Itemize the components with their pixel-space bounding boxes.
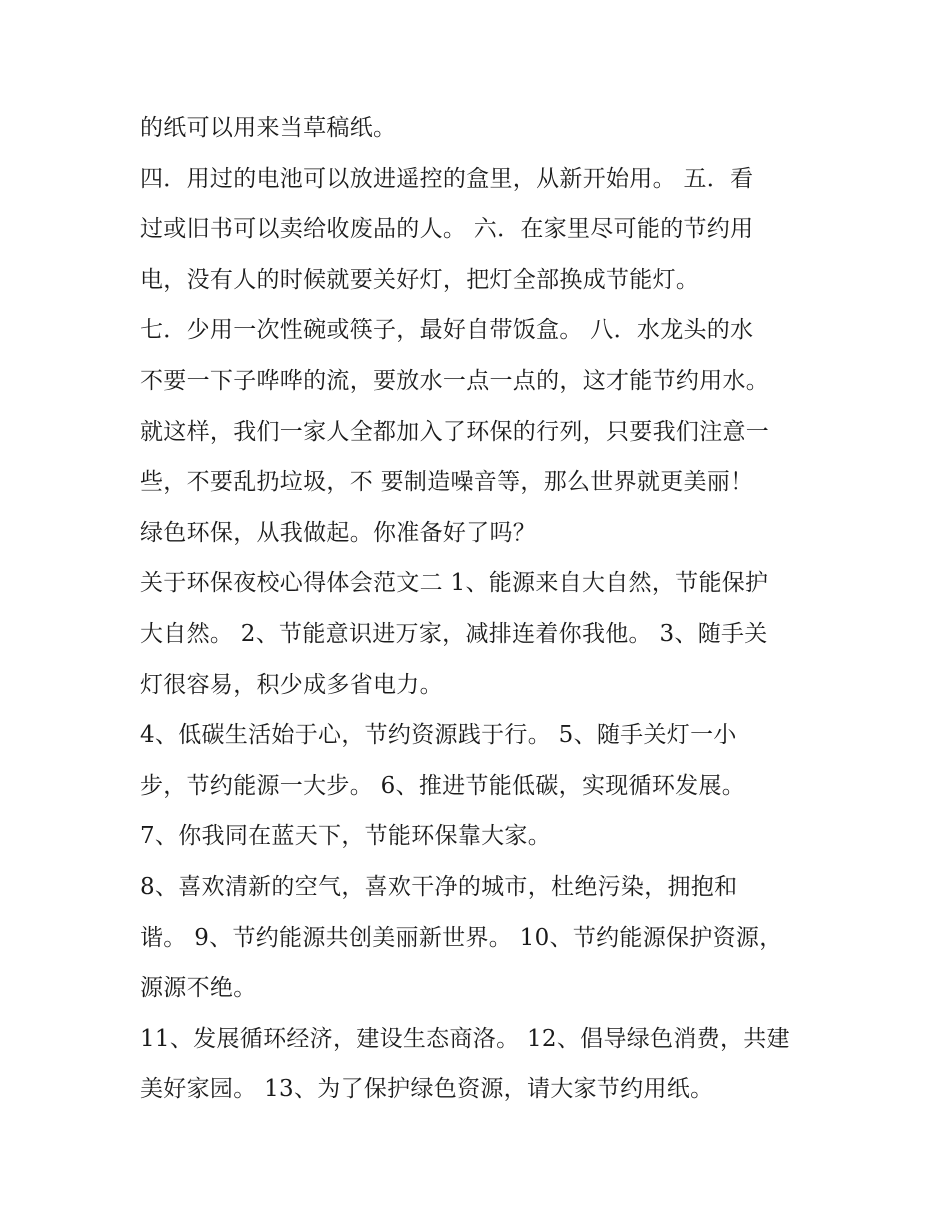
text-line: 谐。 9、节约能源共创美丽新世界。 10、节约能源保护资源， [140, 924, 783, 951]
text-line: 七．少用一次性碗或筷子，最好自带饭盒。 八．水龙头的水 [140, 317, 754, 344]
text-line: 8、喜欢清新的空气，喜欢干净的城市，杜绝污染，拥抱和 [140, 873, 738, 900]
text-line: 电，没有人的时候就要关好灯，把灯全部换成节能灯。 [140, 266, 700, 293]
text-line: 的纸可以用来当草稿纸。 [140, 115, 397, 141]
text-line: 11、发展循环经济，建设生态商洛。 12、倡导绿色消费，共建 [140, 1025, 790, 1052]
text-line: 7、你我同在蓝天下，节能环保靠大家。 [140, 823, 552, 850]
document-body [140, 103, 820, 1115]
text-line: 就这样，我们一家人全都加入了环保的行列，只要我们注意一 [140, 418, 770, 445]
text-line: 些，不要乱扔垃圾，不 要制造噪音等，那么世界就更美丽！ [140, 469, 754, 496]
text-line: 过或旧书可以卖给收废品的人。 六．在家里尽可能的节约用 [140, 216, 754, 243]
text-line: 步，节约能源一大步。 6、推进节能低碳，实现循环发展。 [140, 772, 746, 799]
text-line: 关于环保夜校心得体会范文二 1、能源来自大自然，节能保护 [140, 570, 769, 597]
text-line: 大自然。 2、节能意识进万家，减排连着你我他。 3、随手关 [140, 620, 768, 647]
text-line: 4、低碳生活始于心，节约资源践于行。 5、随手关灯一小 [140, 722, 737, 749]
text-line: 源源不绝。 [140, 975, 257, 1002]
text-line: 四．用过的电池可以放进遥控的盒里，从新开始用。 五．看 [140, 165, 754, 192]
text-line: 绿色环保，从我做起。你准备好了吗？ [140, 519, 537, 546]
text-line: 美好家园。 13、为了保护绿色资源，请大家节约用纸。 [140, 1076, 714, 1103]
text-line: 不要一下子哗哗的流，要放水一点一点的，这才能节约用水。 [140, 367, 770, 394]
text-line: 灯很容易，积少成多省电力。 [140, 671, 443, 698]
